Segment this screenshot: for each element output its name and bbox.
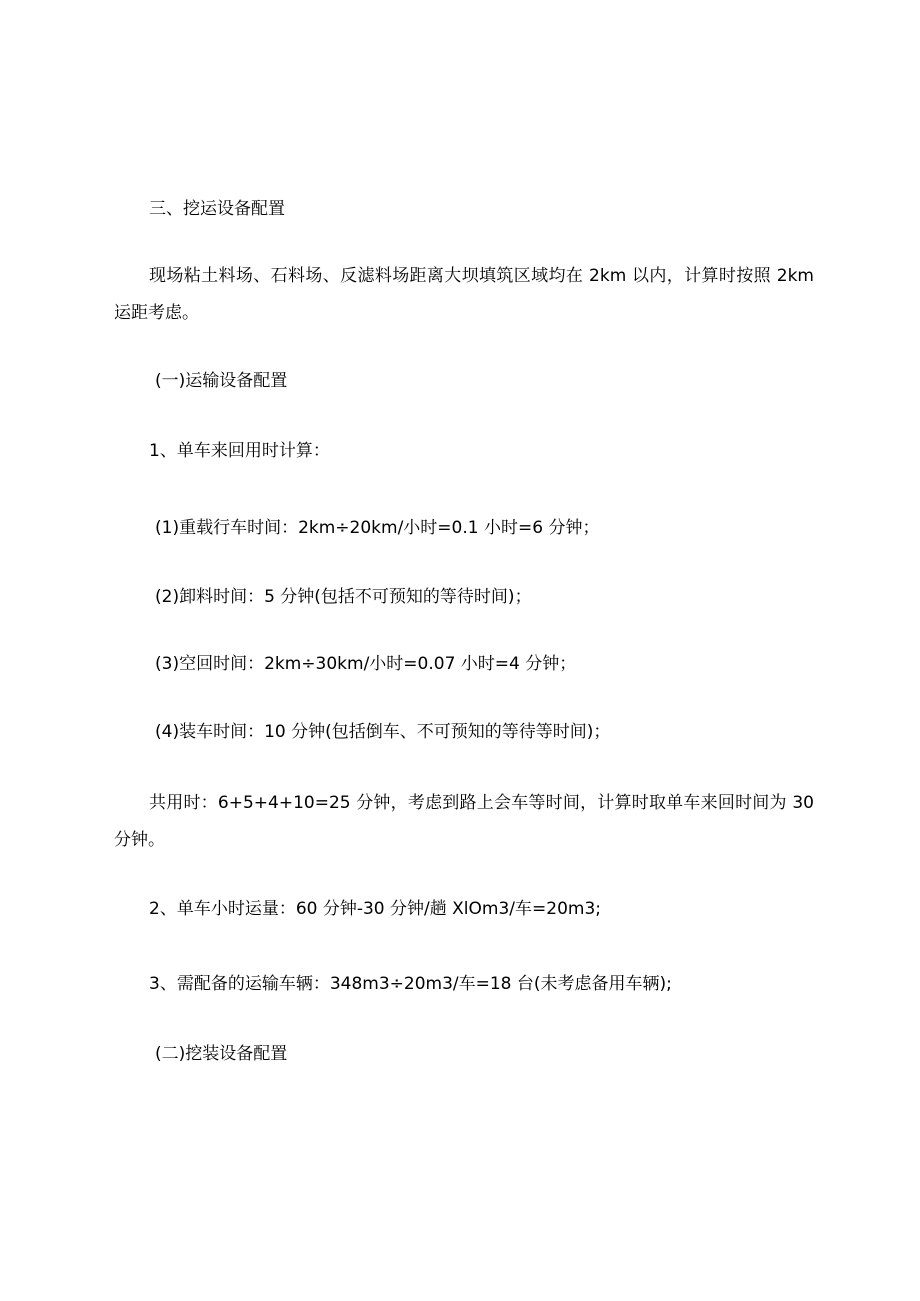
item-1-sub-1: (1)重载行车时间：2km÷20km/小时=0.1 小时=6 分钟； [155,518,600,538]
subsection-2-heading: (二)挖装设备配置 [155,1044,288,1064]
item-2: 2、单车小时运量：60 分钟-30 分钟/趟 XlOm3/车=20m3; [149,899,601,919]
item-1-sub-4: (4)装车时间：10 分钟(包括倒车、不可预知的等待等时间)； [155,722,611,742]
item-1-heading: 1、单车来回用时计算： [149,441,330,461]
subsection-1-heading: (一)运输设备配置 [155,371,288,391]
item-1-sub-2: (2)卸料时间：5 分钟(包括不可预知的等待时间)； [155,587,532,607]
item-1-sub-3: (3)空回时间：2km÷30km/小时=0.07 小时=4 分钟； [155,654,577,674]
total-time-paragraph: 共用时：6+5+4+10=25 分钟，考虑到路上会车等时间，计算时取单车来回时间为 30 分钟。 [114,793,814,850]
intro-paragraph: 现场粘土料场、石料场、反滤料场距离大坝填筑区域均在 2km 以内，计算时按照 2km 运距考虑。 [114,266,814,323]
item-3: 3、需配备的运输车辆：348m3÷20m3/车=18 台(未考虑备用车辆); [149,974,672,994]
section-heading: 三、挖运设备配置 [149,199,285,219]
